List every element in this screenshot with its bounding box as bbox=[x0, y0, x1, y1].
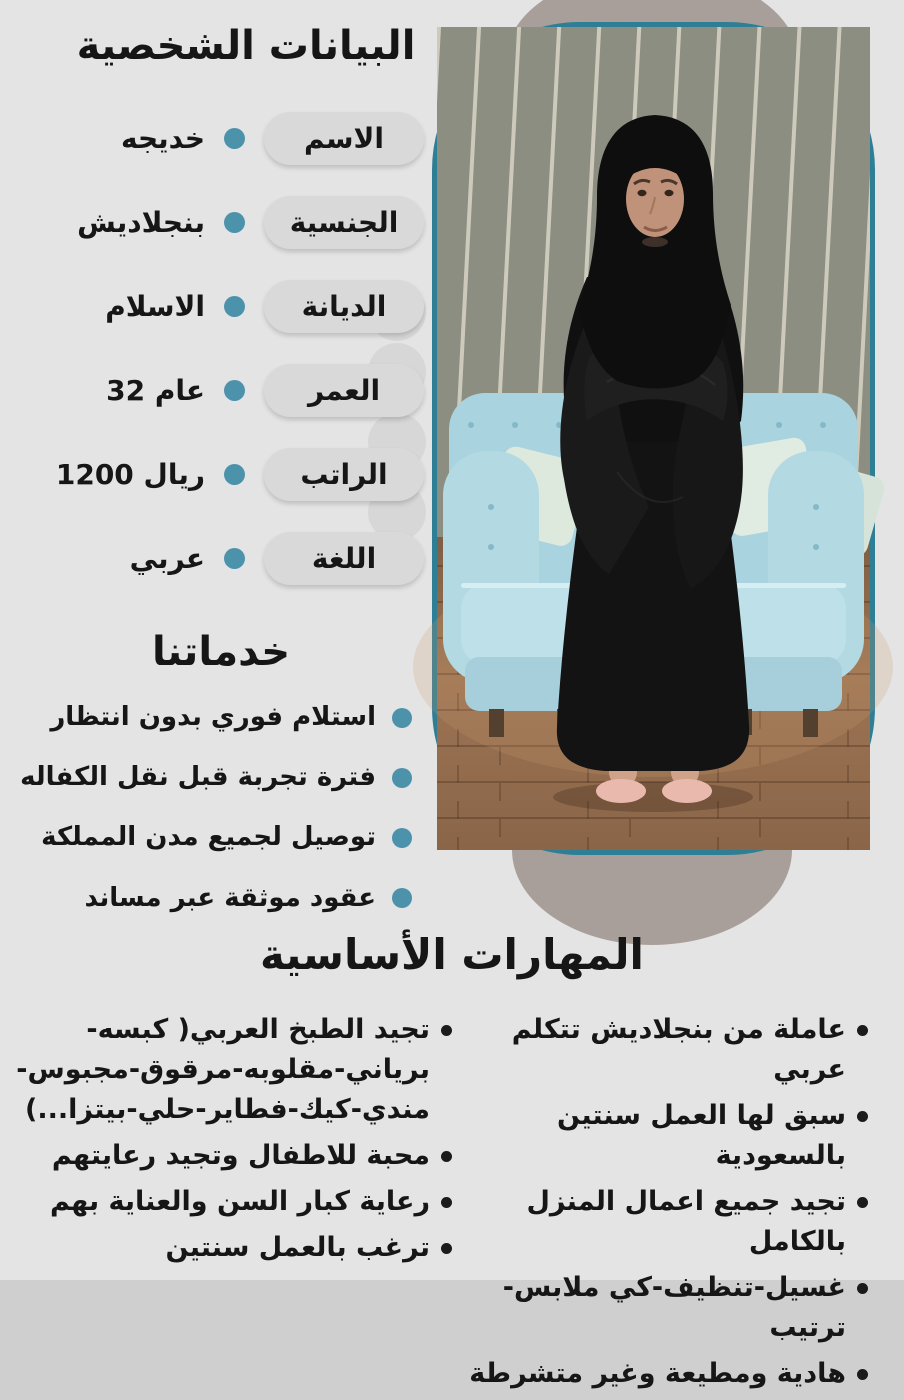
field-row-name bbox=[0, 112, 440, 165]
worker-photo-frame bbox=[432, 22, 875, 855]
field-value: عربي bbox=[129, 542, 205, 575]
service-text: توصيل لجميع مدن المملكة bbox=[41, 822, 376, 853]
teal-bullet-icon bbox=[224, 212, 245, 233]
black-bullet-icon bbox=[857, 1283, 868, 1294]
black-bullet-icon bbox=[441, 1243, 452, 1254]
service-text: عقود موثقة عبر مساند bbox=[84, 882, 376, 913]
skill-text: تجيد جميع اعمال المنزل بالكامل bbox=[526, 1186, 846, 1257]
skill-text: عاملة من بنجلاديش تتكلم عربي bbox=[511, 1014, 846, 1085]
skill-item bbox=[6, 1182, 454, 1222]
teal-bullet-icon bbox=[224, 548, 245, 569]
skills-column-left bbox=[6, 1010, 454, 1274]
teal-bullet-icon bbox=[224, 128, 245, 149]
skill-text: هادية ومطيعة وغير متشرطة bbox=[469, 1358, 846, 1389]
field-label-pill: العمر bbox=[264, 364, 424, 417]
services-section bbox=[0, 628, 442, 943]
black-bullet-icon bbox=[441, 1151, 452, 1162]
black-bullet-icon bbox=[857, 1111, 868, 1122]
field-row-age bbox=[0, 364, 440, 417]
service-text: فترة تجربة قبل نقل الكفاله bbox=[20, 762, 376, 793]
skill-item bbox=[458, 1182, 898, 1262]
service-item bbox=[0, 822, 442, 853]
skill-item bbox=[6, 1010, 454, 1130]
black-bullet-icon bbox=[857, 1197, 868, 1208]
field-row-language bbox=[0, 532, 440, 585]
skill-item bbox=[458, 1096, 898, 1176]
skill-item bbox=[6, 1136, 454, 1176]
services-title: خدماتنا bbox=[151, 629, 291, 675]
field-value: الاسلام bbox=[105, 290, 205, 323]
teal-bullet-icon bbox=[392, 828, 412, 848]
service-item bbox=[0, 702, 442, 733]
service-item bbox=[0, 762, 442, 793]
skill-text: سبق لها العمل سنتين بالسعودية bbox=[557, 1100, 846, 1171]
field-value: خديجه bbox=[120, 122, 205, 155]
field-label-pill: اللغة bbox=[264, 532, 424, 585]
teal-bullet-icon bbox=[224, 464, 245, 485]
field-value: 1200 ريال bbox=[55, 458, 205, 491]
skills-title: المهارات الأساسية bbox=[260, 930, 644, 979]
skill-text: تجيد الطبخ العربي( كبسه-برياني-مقلوبه-مرقوق-مجبوس-مندي-كيك-فطاير-حلي-بيتزا...) bbox=[16, 1014, 430, 1125]
skill-text: محبة للاطفال وتجيد رعايتهم bbox=[51, 1140, 430, 1171]
field-value: بنجلاديش bbox=[77, 206, 205, 239]
personal-fields bbox=[0, 112, 440, 616]
black-bullet-icon bbox=[857, 1025, 868, 1036]
service-item bbox=[0, 883, 442, 914]
field-row-nationality bbox=[0, 196, 440, 249]
skill-item bbox=[6, 1228, 454, 1268]
field-label-pill: الديانة bbox=[264, 280, 424, 333]
teal-bullet-icon bbox=[392, 768, 412, 788]
field-value: 32 عام bbox=[106, 374, 205, 407]
field-row-religion bbox=[0, 280, 440, 333]
teal-bullet-icon bbox=[224, 296, 245, 317]
worker-photo bbox=[437, 27, 870, 850]
skill-item bbox=[458, 1354, 898, 1394]
field-label-pill: الراتب bbox=[264, 448, 424, 501]
field-label-pill: الجنسية bbox=[264, 196, 424, 249]
field-row-salary bbox=[0, 448, 440, 501]
teal-bullet-icon bbox=[224, 380, 245, 401]
teal-bullet-icon bbox=[392, 888, 412, 908]
skill-item bbox=[458, 1268, 898, 1348]
skill-text: ترغب بالعمل سنتين bbox=[165, 1232, 430, 1263]
teal-bullet-icon bbox=[392, 708, 412, 728]
photo-section bbox=[432, 22, 875, 855]
service-text: استلام فوري بدون انتظار bbox=[50, 702, 376, 732]
skills-column-right bbox=[458, 1010, 898, 1400]
black-bullet-icon bbox=[441, 1197, 452, 1208]
skill-item bbox=[458, 1010, 898, 1090]
personal-data-title: البيانات الشخصية bbox=[76, 23, 416, 69]
black-bullet-icon bbox=[441, 1025, 452, 1036]
skill-text: غسيل-تنظيف-كي ملابس-ترتيب bbox=[502, 1272, 846, 1343]
field-label-pill: الاسم bbox=[264, 112, 424, 165]
skill-text: رعاية كبار السن والعناية بهم bbox=[49, 1186, 430, 1217]
black-bullet-icon bbox=[857, 1369, 868, 1380]
